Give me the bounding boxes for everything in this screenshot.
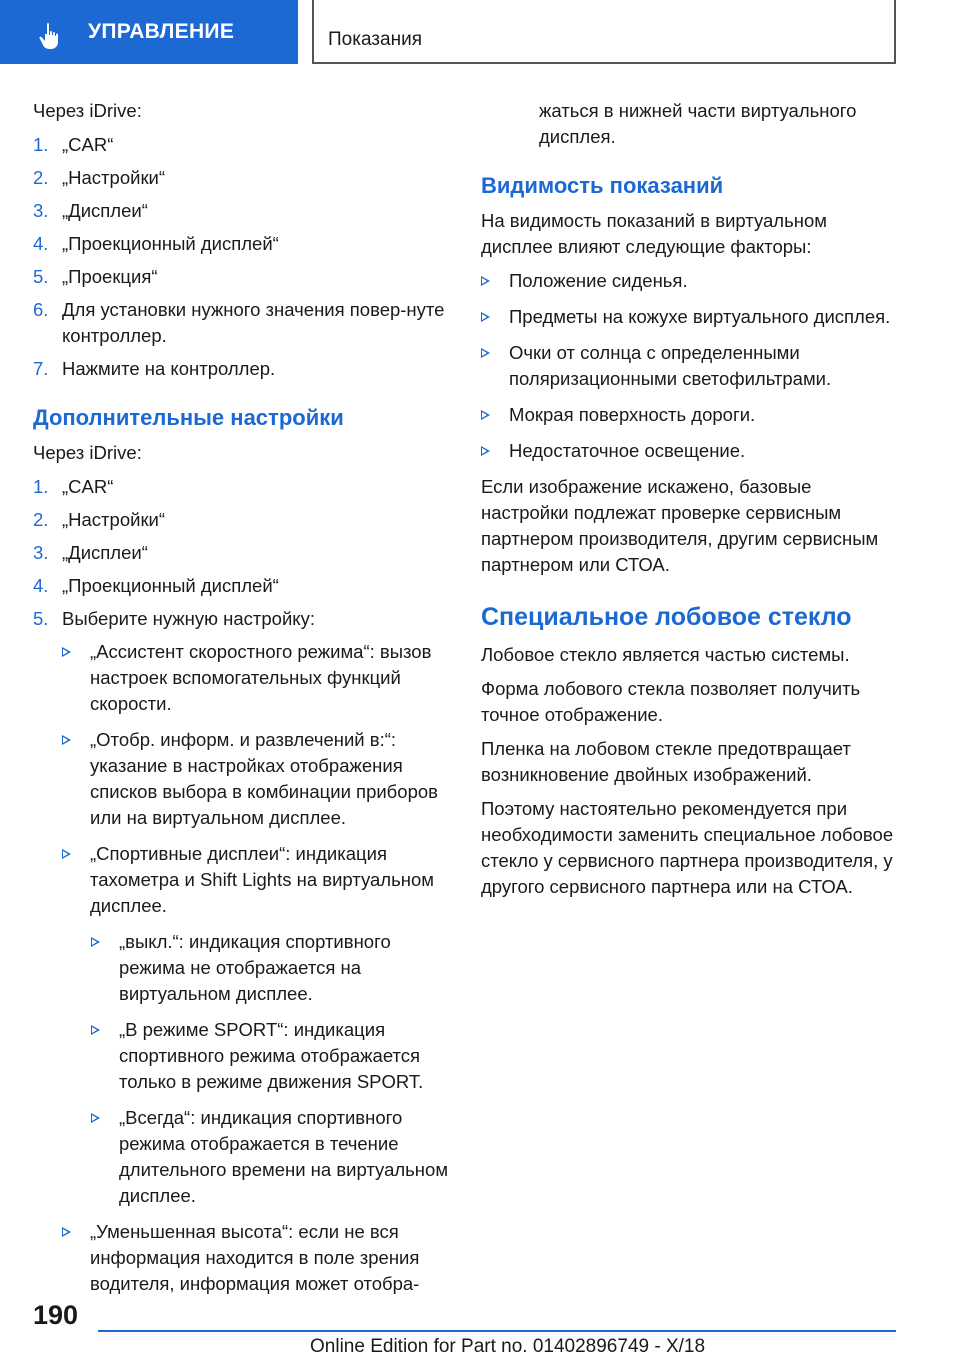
paragraph: Форма лобового стекла позволяет получить точное отображение. — [481, 678, 861, 725]
section-label: УПРАВЛЕНИЕ — [88, 20, 235, 43]
steps-list-1 — [33, 132, 453, 382]
section-heading: Видимость показаний — [481, 173, 724, 198]
list-item — [33, 507, 453, 533]
paragraph: Пленка на лобовом стекле предотвращает возникновение двойных изображений. — [481, 738, 851, 785]
bullet-text: Очки от солнца с определенными поляризационными светофильтрами. — [509, 342, 832, 389]
paragraph: Поэтому настоятельно рекомендуется при необходимости заменить специальное лобовое стекло у сервисного партнера производителя, у другого сервисного партнера или на СТОА. — [481, 798, 894, 897]
list-item — [481, 304, 901, 330]
list-item — [33, 841, 453, 919]
list-item — [33, 165, 453, 191]
step-text: „CAR“ — [62, 476, 114, 497]
step-text: „Дисплеи“ — [62, 542, 148, 563]
list-item — [481, 268, 901, 294]
section-heading: Специальное лобовое стекло — [481, 603, 852, 631]
step-text: „Настройки“ — [62, 167, 166, 188]
step-number: 3. — [33, 200, 49, 221]
step-text: Выберите нужную настройку: — [62, 608, 315, 629]
factors-list — [481, 268, 901, 464]
step-text: „Дисплеи“ — [62, 200, 148, 221]
intro-text: Через iDrive: — [33, 100, 142, 121]
list-item — [33, 264, 453, 290]
triangle-bullet-icon — [62, 1219, 90, 1297]
triangle-bullet-icon — [91, 1105, 119, 1209]
right-column — [481, 98, 901, 908]
bullet-text: Предметы на кожухе виртуального дисплея. — [509, 306, 891, 327]
step-number: 6. — [33, 299, 49, 320]
list-item — [33, 474, 453, 500]
intro-text: Через iDrive: — [33, 442, 142, 463]
step-text: „CAR“ — [62, 134, 114, 155]
hand-pointer-icon — [38, 22, 64, 50]
triangle-bullet-icon — [481, 268, 509, 294]
list-item — [481, 402, 901, 428]
footer-divider — [98, 1330, 896, 1332]
list-item — [33, 639, 453, 717]
page-title-box — [312, 0, 896, 64]
triangle-bullet-icon — [62, 639, 90, 717]
list-item — [33, 540, 453, 566]
list-item — [33, 1219, 453, 1297]
step-number: 4. — [33, 575, 49, 596]
triangle-bullet-icon — [62, 841, 90, 919]
list-item — [33, 231, 453, 257]
edition-text: Online Edition for Part no. 01402896749 - X/18 — [310, 1336, 706, 1357]
step-number: 1. — [33, 476, 49, 497]
list-item — [33, 297, 453, 349]
step-text: Для установки нужного значения повер-нуте контроллер. — [62, 299, 445, 346]
step-text: „Проекция“ — [62, 266, 158, 287]
list-item — [481, 340, 901, 392]
paragraph: На видимость показаний в виртуальном дисплее влияют следующие факторы: — [481, 210, 827, 257]
left-column — [33, 98, 453, 1307]
triangle-bullet-icon — [91, 929, 119, 1007]
section-tab[interactable] — [0, 0, 298, 64]
triangle-bullet-icon — [481, 340, 509, 392]
continuation-text: жаться в нижней части виртуального дисплея. — [539, 100, 857, 147]
step-number: 3. — [33, 542, 49, 563]
step-text: „Проекционный дисплей“ — [62, 233, 279, 254]
steps-list-2 — [33, 474, 453, 632]
triangle-bullet-icon — [481, 304, 509, 330]
list-item — [33, 1105, 453, 1209]
step-number: 5. — [33, 266, 49, 287]
bullet-text: Положение сиденья. — [509, 270, 688, 291]
triangle-bullet-icon — [91, 1017, 119, 1095]
step-text: „Проекционный дисплей“ — [62, 575, 279, 596]
bullet-text: „Отобр. информ. и развлечений в:“: указание в настройках отображения списков выбора в комбинации приборов или на виртуальном дисплее. — [90, 729, 438, 828]
list-item — [33, 606, 453, 632]
triangle-bullet-icon — [481, 438, 509, 464]
step-number: 2. — [33, 167, 49, 188]
list-item — [33, 132, 453, 158]
step-number: 4. — [33, 233, 49, 254]
page-number: 190 — [33, 1300, 79, 1330]
step-text: Нажмите на контроллер. — [62, 358, 276, 379]
step-number: 1. — [33, 134, 49, 155]
bullet-text: Мокрая поверхность дороги. — [509, 404, 756, 425]
step-text: „Настройки“ — [62, 509, 166, 530]
bullet-text: „Уменьшенная высота“: если не вся информация находится в поле зрения водителя, информация может отобра- — [90, 1221, 420, 1294]
options-list — [33, 639, 453, 1297]
paragraph: Если изображение искажено, базовые настройки подлежат проверке сервисным партнером производителя, другим сервисным партнером или СТОА. — [481, 476, 879, 575]
step-number: 7. — [33, 358, 49, 379]
step-number: 5. — [33, 608, 49, 629]
list-item — [33, 573, 453, 599]
bullet-text: „Всегда“: индикация спортивного режима отображается в течение длительного времени на виртуальном дисплее. — [119, 1107, 449, 1206]
triangle-bullet-icon — [62, 727, 90, 831]
list-item — [33, 929, 453, 1007]
section-heading: Дополнительные настройки — [33, 405, 344, 430]
list-item — [33, 198, 453, 224]
bullet-text: „В режиме SPORT“: индикация спортивного режима отображается только в режиме движения SPORT. — [119, 1019, 424, 1092]
list-item — [481, 438, 901, 464]
list-item — [33, 1017, 453, 1095]
step-number: 2. — [33, 509, 49, 530]
paragraph: Лобовое стекло является частью системы. — [481, 644, 850, 665]
triangle-bullet-icon — [481, 402, 509, 428]
list-item — [33, 727, 453, 831]
bullet-text: „Спортивные дисплеи“: индикация тахометра и Shift Lights на виртуальном дисплее. — [90, 843, 434, 916]
bullet-text: Недостаточное освещение. — [509, 440, 746, 461]
page-title: Показания — [328, 29, 422, 50]
bullet-text: „Ассистент скоростного режима“: вызов настроек вспомогательных функций скорости. — [90, 641, 432, 714]
bullet-text: „выкл.“: индикация спортивного режима не отображается на виртуальном дисплее. — [119, 931, 391, 1004]
list-item — [33, 356, 453, 382]
